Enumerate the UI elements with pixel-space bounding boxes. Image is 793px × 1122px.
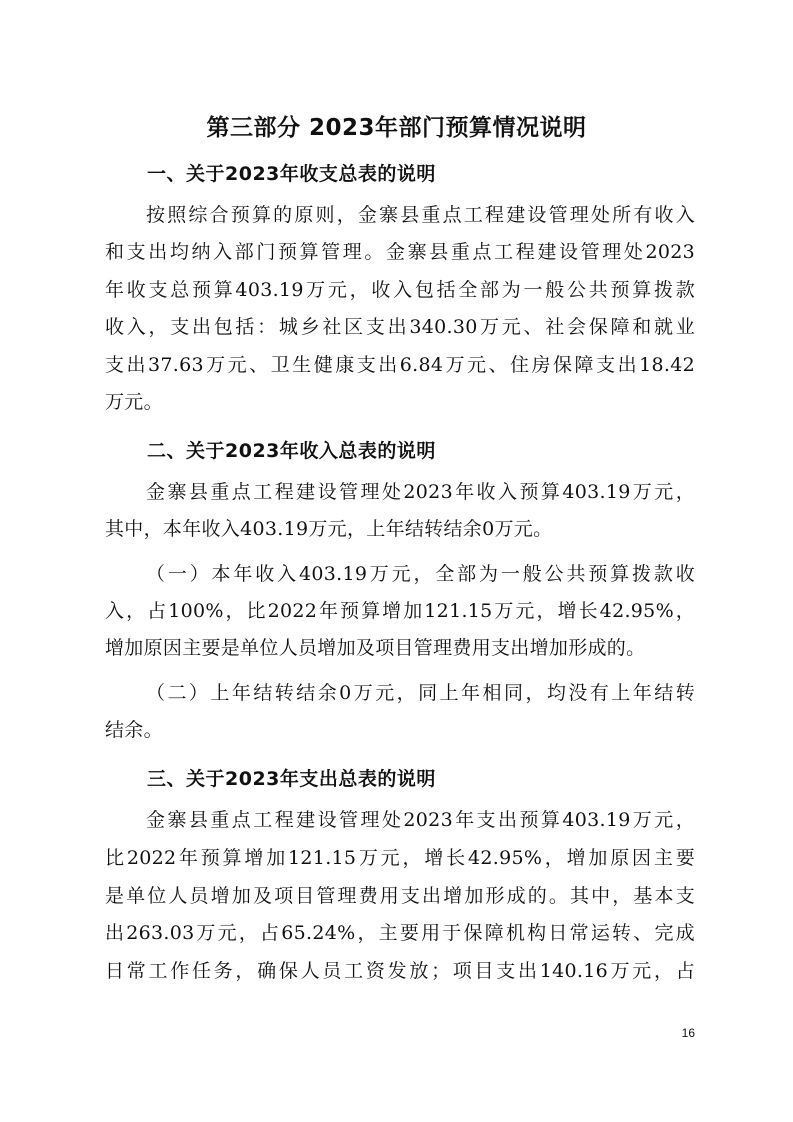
paragraph-line: 比2022年预算增加121.15万元，增长42.95%，增加原因主要: [105, 847, 695, 869]
section-heading-3: 三、关于2023年支出总表的说明: [147, 768, 436, 790]
paragraph-line: 年收支总预算403.19万元，收入包括全部为一般公共预算拨款: [105, 279, 695, 301]
paragraph-line: 支出37.63万元、卫生健康支出6.84万元、住房保障支出18.42: [105, 354, 695, 376]
paragraph-line: 和支出均纳入部门预算管理。金寨县重点工程建设管理处2023: [105, 241, 695, 263]
paragraph-line: 按照综合预算的原则，金寨县重点工程建设管理处所有收入: [146, 204, 695, 226]
paragraph-line: 金寨县重点工程建设管理处2023年收入预算403.19万元，: [146, 481, 695, 503]
paragraph-line: 结余。: [105, 719, 163, 741]
section-heading-2: 二、关于2023年收入总表的说明: [147, 440, 436, 462]
paragraph-line: 其中，本年收入403.19万元，上年结转结余0万元。: [105, 518, 553, 540]
paragraph-line: 增加原因主要是单位人员增加及项目管理费用支出增加形成的。: [105, 637, 646, 659]
paragraph-line: 入，占100%，比2022年预算增加121.15万元，增长42.95%，: [105, 600, 695, 622]
paragraph-line: 是单位人员增加及项目管理费用支出增加形成的。其中，基本支: [105, 885, 695, 907]
paragraph-line: 收入，支出包括：城乡社区支出340.30万元、社会保障和就业: [105, 316, 695, 338]
paragraph-line: 日常工作任务，确保人员工资发放；项目支出140.16万元，占: [105, 960, 695, 982]
paragraph-line: 金寨县重点工程建设管理处2023年支出预算403.19万元，: [146, 809, 695, 831]
paragraph-line: （二）上年结转结余0万元，同上年相同，均没有上年结转: [146, 682, 695, 704]
paragraph-line: 出263.03万元，占65.24%，主要用于保障机构日常运转、完成: [105, 922, 695, 944]
section-heading-1: 一、关于2023年收支总表的说明: [147, 163, 436, 185]
paragraph-line: （一）本年收入403.19万元，全部为一般公共预算拨款收: [146, 563, 695, 585]
page-number: 16: [681, 1026, 695, 1040]
page-title: 第三部分 2023年部门预算情况说明: [206, 115, 587, 141]
paragraph-line: 万元。: [105, 391, 163, 413]
